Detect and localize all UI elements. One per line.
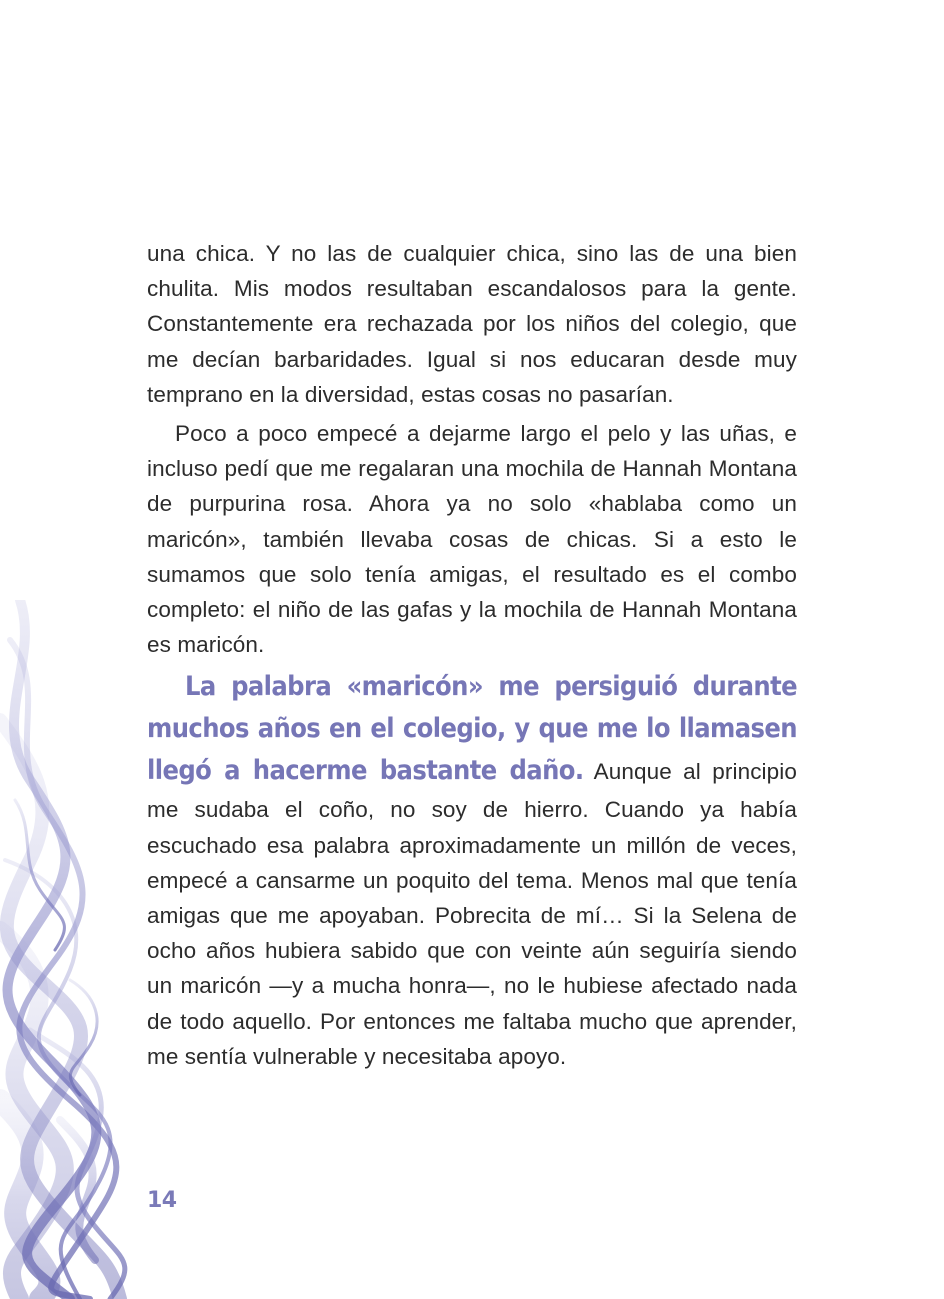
smoke-decoration bbox=[0, 600, 150, 1299]
page-number: 14 bbox=[147, 1188, 177, 1213]
paragraph-3 bbox=[147, 666, 797, 1074]
paragraph-2: Poco a poco empecé a dejarme largo el pelo y las uñas, e incluso pedí que me regalaran una mochila de Hannah Montana de purpurina rosa. Ahora ya no solo «hablaba como un maricón», también llevaba cosas de chicas. Si a esto le sumamos que solo tenía amigas, el resultado es el combo completo: el niño de las gafas y la mochila de Hannah Montana es maricón. bbox=[147, 421, 797, 658]
pull-quote-highlight: La palabra «maricón» me persiguió durante muchos años en el colegio, y que me lo llamasen llegó a hacerme bastante daño. bbox=[147, 671, 797, 787]
paragraph-1: una chica. Y no las de cualquier chica, sino las de una bien chulita. Mis modos resultaban escandalosos para la gente. Constantemente era rechazada por los niños del colegio, que me decían barbaridades. Igual si nos educaran desde muy temprano en la diversidad, estas cosas no pasarían. bbox=[147, 241, 797, 407]
body-text bbox=[147, 236, 797, 1074]
paragraph-3-text: Aunque al principio me sudaba el coño, no soy de hierro. Cuando ya había escuchado esa palabra aproximadamente un millón de veces, empecé a cansarme un poquito del tema. Menos mal que tenía amigas que me apoyaban. Pobrecita de mí… Si la Selena de ocho años hubiera sabido que con veinte aún seguiría siendo un maricón —y a mucha honra—, no le hubiese afectado nada de todo aquello. Por entonces me faltaba mucho que aprender, me sentía vulnerable y necesitaba apoyo. bbox=[147, 759, 797, 1069]
